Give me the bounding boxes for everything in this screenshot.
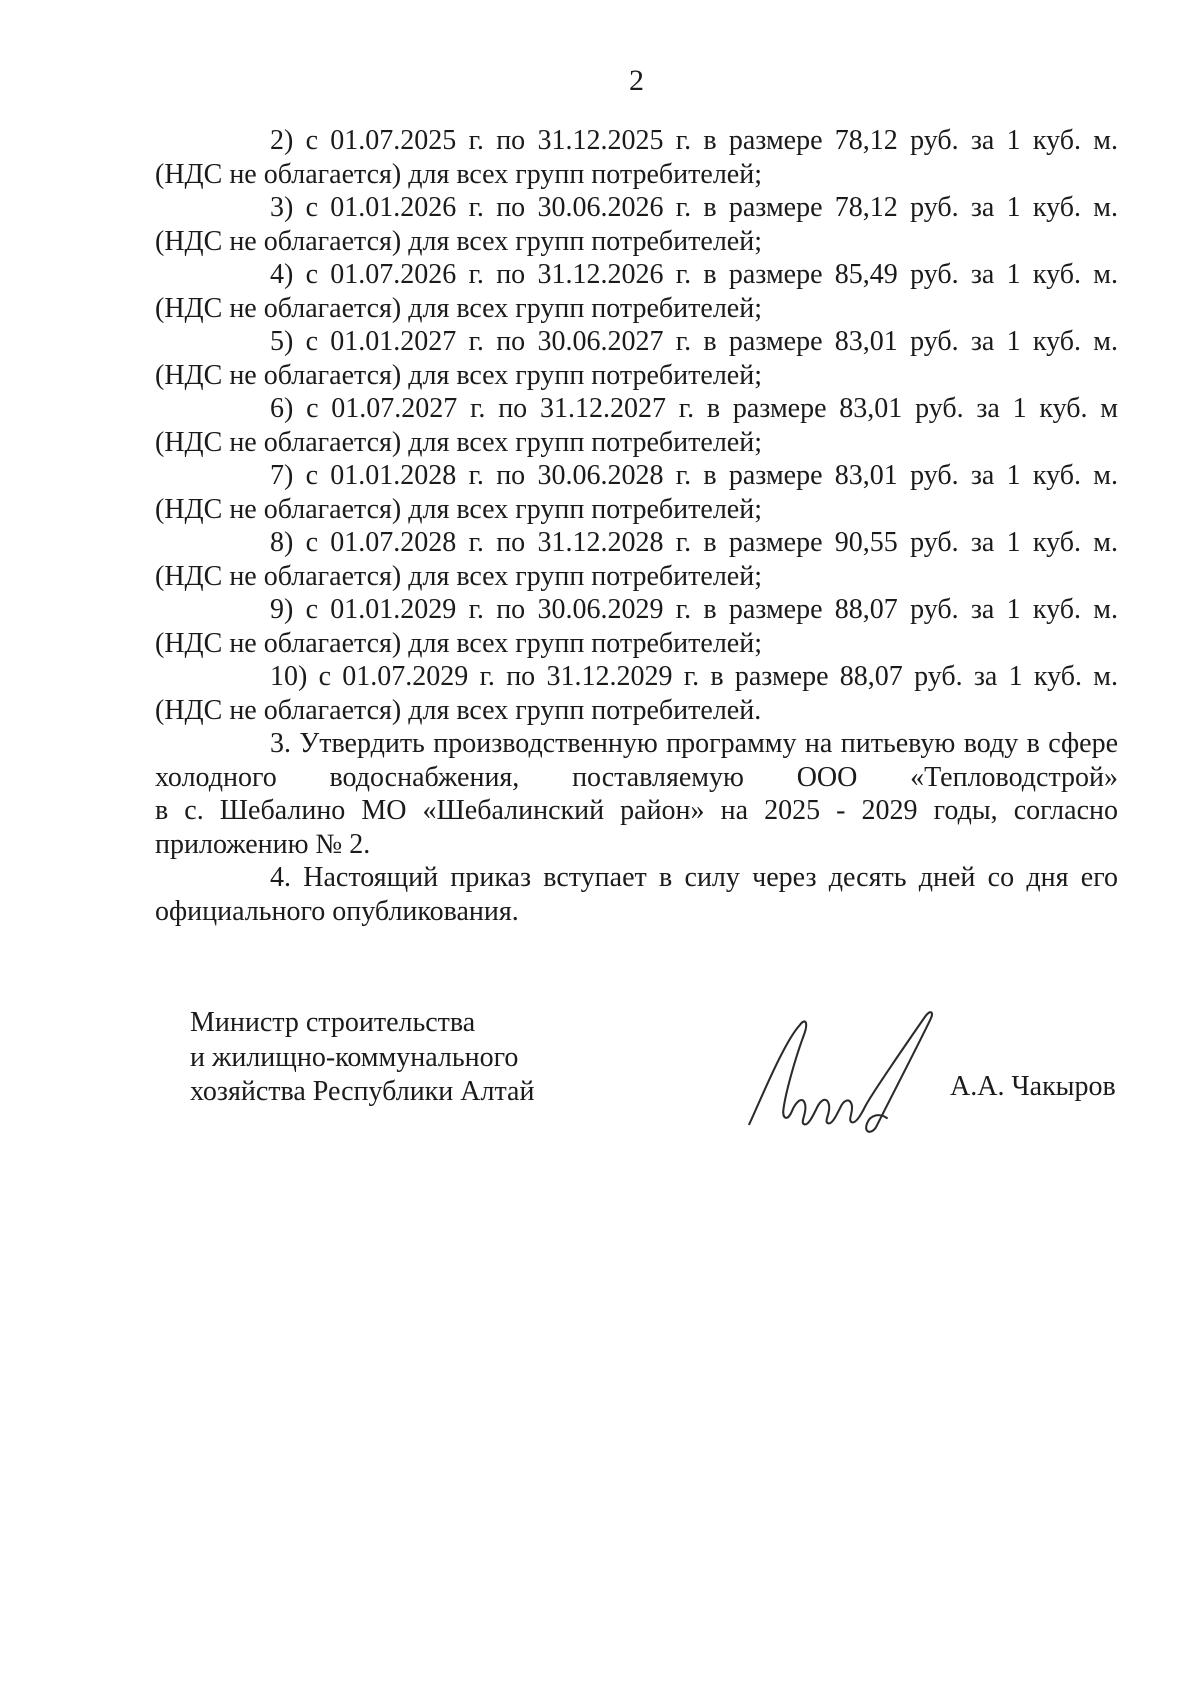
signatory-title: [190, 1006, 534, 1110]
tariff-item-line1: 8) с 01.07.2028 г. по 31.12.2028 г. в размере 90,55 руб. за 1 куб. м.: [270, 527, 1118, 558]
tariff-item-line1: 10) с 01.07.2029 г. по 31.12.2029 г. в размере 88,07 руб. за 1 куб. м.: [270, 661, 1118, 692]
signature-icon: [742, 998, 982, 1148]
tariff-item-line2: (НДС не облагается) для всех групп потребителей;: [155, 627, 762, 659]
document-body: [155, 124, 1118, 928]
tariff-item-line2: (НДС не облагается) для всех групп потребителей;: [155, 359, 762, 391]
tariff-item-line2: (НДС не облагается) для всех групп потребителей;: [155, 493, 762, 525]
paragraph-3-line1: 3. Утвердить производственную программу на питьевую воду в сфере: [270, 728, 1118, 759]
paragraph-4-line2: официального опубликования.: [155, 895, 519, 927]
signatory-title-line1: Министр строительства: [190, 1007, 476, 1038]
page-number: 2: [629, 64, 644, 97]
tariff-item: [155, 124, 1118, 191]
tariff-item-line2: (НДС не облагается) для всех групп потребителей;: [155, 292, 762, 324]
tariff-item-line1: 5) с 01.01.2027 г. по 30.06.2027 г. в размере 83,01 руб. за 1 куб. м.: [270, 326, 1118, 357]
paragraph-4-line1: 4. Настоящий приказ вступает в силу через десять дней со дня его: [270, 862, 1118, 893]
paragraph-3-line2: холодного водоснабжения, поставляемую ООО «Тепловодстрой»: [155, 761, 1118, 793]
tariff-item: [155, 191, 1118, 258]
paragraph-4: [155, 861, 1118, 928]
tariff-item: [155, 392, 1118, 459]
tariff-item-line2: (НДС не облагается) для всех групп потребителей;: [155, 225, 762, 257]
paragraph-3-line3: в с. Шебалино МО «Шебалинский район» на 2025 - 2029 годы, согласно: [155, 795, 1118, 826]
tariff-item-line2: (НДС не облагается) для всех групп потребителей;: [155, 158, 762, 190]
signatory-name: А.А. Чакыров: [950, 1071, 1116, 1102]
tariff-item-line1: 2) с 01.07.2025 г. по 31.12.2025 г. в размере 78,12 руб. за 1 куб. м.: [270, 125, 1118, 156]
paragraph-3-line4: приложению № 2.: [155, 828, 371, 860]
tariff-item-line1: 7) с 01.01.2028 г. по 30.06.2028 г. в размере 83,01 руб. за 1 куб. м.: [270, 460, 1118, 491]
signatory-title-line2: и жилищно-коммунального: [190, 1041, 519, 1073]
signatory-title-line3: хозяйства Республики Алтай: [190, 1076, 535, 1107]
tariff-item-line1: 9) с 01.01.2029 г. по 30.06.2029 г. в размере 88,07 руб. за 1 куб. м.: [270, 594, 1118, 625]
tariff-item: [155, 459, 1118, 526]
tariff-item: [155, 258, 1118, 325]
tariff-item-line1: 3) с 01.01.2026 г. по 30.06.2026 г. в размере 78,12 руб. за 1 куб. м.: [270, 192, 1118, 223]
tariff-item: [155, 660, 1118, 727]
tariff-item-line2: (НДС не облагается) для всех групп потребителей;: [155, 426, 762, 458]
tariff-item-line1: 4) с 01.07.2026 г. по 31.12.2026 г. в размере 85,49 руб. за 1 куб. м.: [270, 259, 1118, 290]
tariff-item: [155, 526, 1118, 593]
tariff-item-line1: 6) с 01.07.2027 г. по 31.12.2027 г. в размере 83,01 руб. за 1 куб. м: [270, 393, 1118, 424]
tariff-item-line2: (НДС не облагается) для всех групп потребителей.: [155, 694, 762, 726]
tariff-item: [155, 593, 1118, 660]
paragraph-3: [155, 727, 1118, 861]
tariff-item-line2: (НДС не облагается) для всех групп потребителей;: [155, 560, 762, 592]
tariff-item: [155, 325, 1118, 392]
